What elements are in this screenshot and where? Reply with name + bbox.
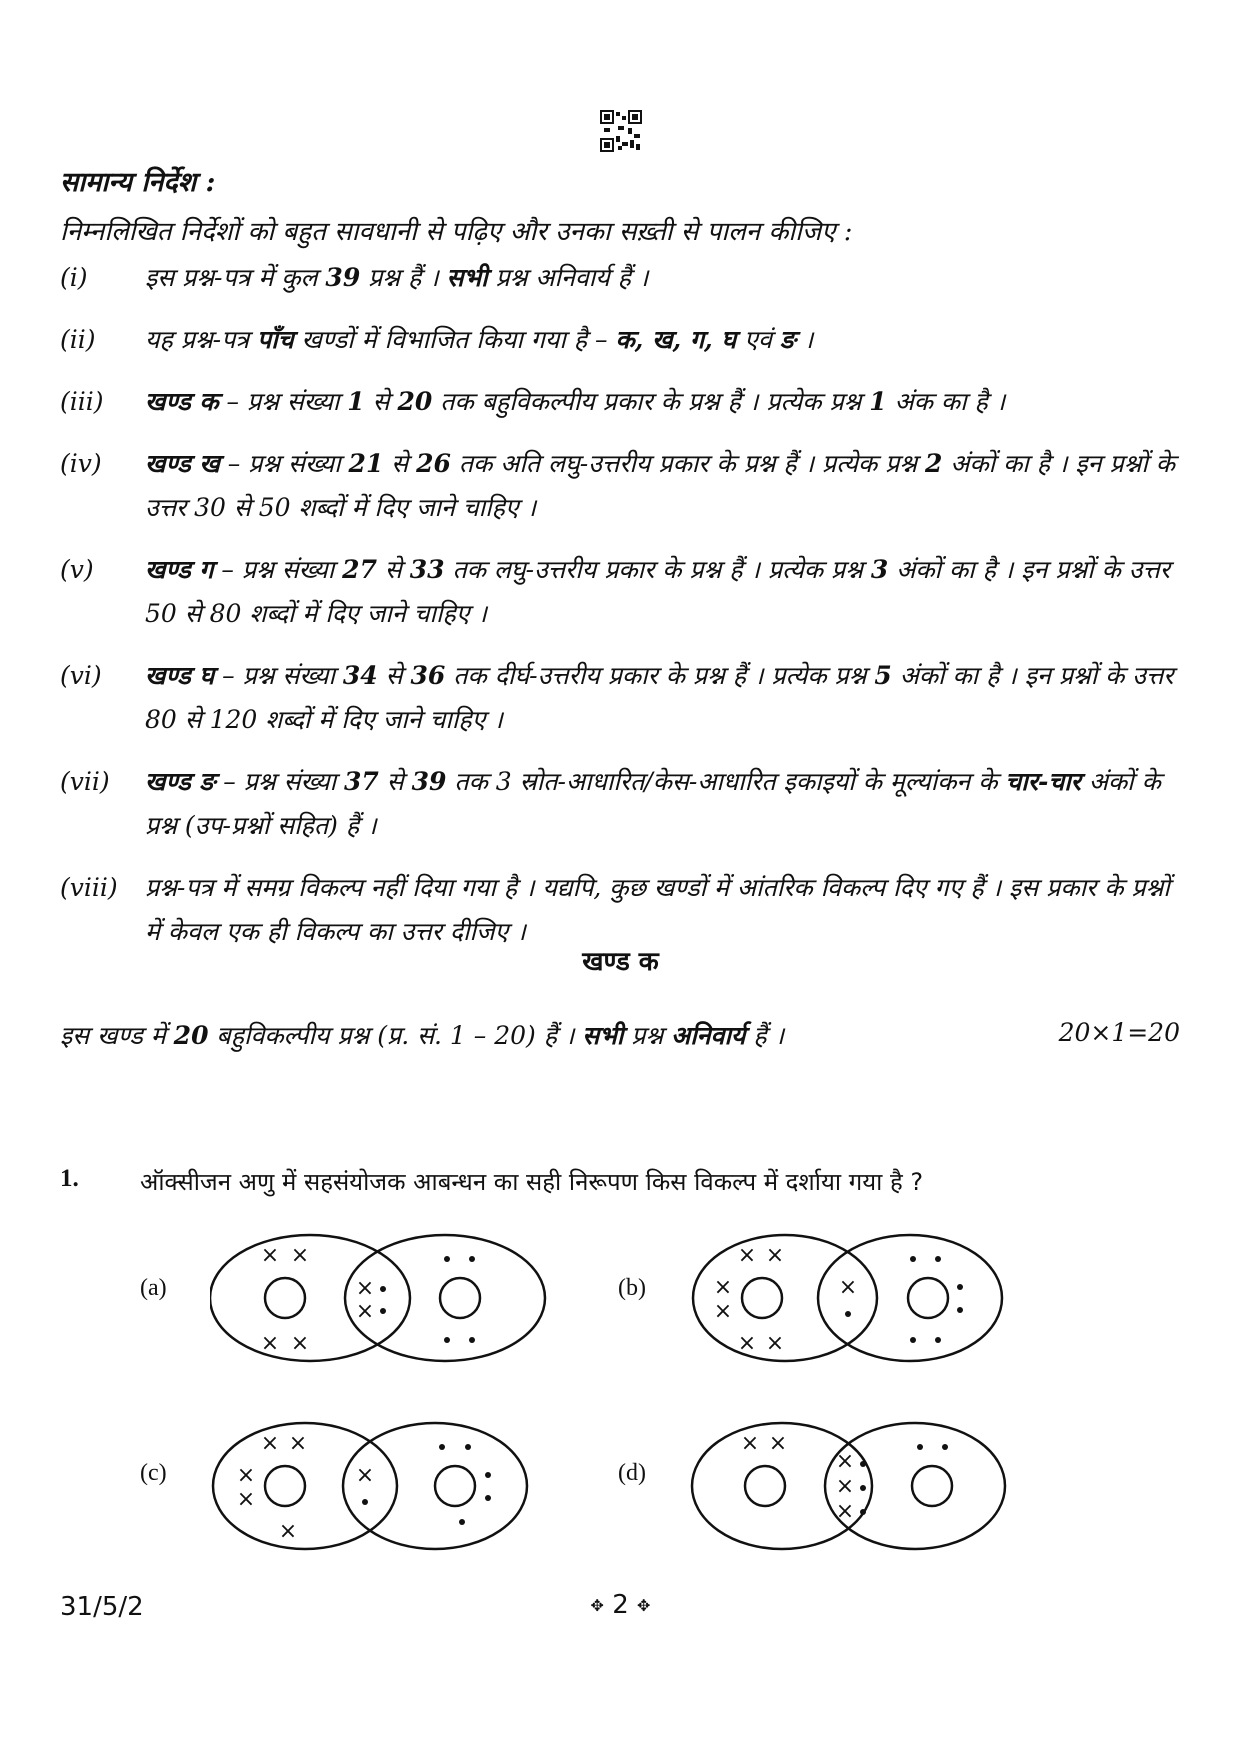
option-a-label: (a) <box>140 1275 167 1301</box>
svg-text:×: × <box>765 1243 785 1268</box>
svg-text:×: × <box>737 1331 757 1356</box>
instruction-item <box>60 866 1185 954</box>
svg-text:×: × <box>737 1243 757 1268</box>
section-marks: 20×1=20 <box>1058 1018 1180 1047</box>
page-number: ✥ 2 ✥ <box>590 1590 651 1620</box>
section-instruction: इस खण्ड में 20 बहुविकल्पीय प्रश्न (प्र. सं. 1 – 20) हैं । सभी प्रश्न अनिवार्य हैं । 20×1=20 <box>60 1018 1180 1050</box>
svg-text:×: × <box>768 1431 788 1456</box>
instructions-intro: निम्नलिखित निर्देशों को बहुत सावधानी से पढ़िए और उनका सख़्ती से पालन कीजिए : <box>60 217 853 247</box>
svg-text:×: × <box>765 1331 785 1356</box>
svg-text:×: × <box>278 1519 298 1544</box>
instruction-number: (vii) <box>60 767 110 796</box>
svg-text:×: × <box>236 1463 256 1488</box>
paper-code: 31/5/2 <box>60 1592 144 1622</box>
ornament-left-icon: ✥ <box>590 1596 604 1615</box>
instruction-number: (iii) <box>60 387 104 416</box>
instruction-text: यह प्रश्न-पत्र पाँच खण्डों में विभाजित किया गया है – क, ख, ग, घ एवं ङ । <box>145 325 814 354</box>
instruction-text: खण्ड घ – प्रश्न संख्या 34 से 36 तक दीर्घ-उत्तरीय प्रकार के प्रश्न हैं । प्रत्येक प्रश्न 5 अंकों का है । इन प्रश्नों के उत्तर 80 से 120 शब्दों में दिए जाने चाहिए । <box>145 661 1174 734</box>
instruction-item <box>60 256 1185 300</box>
instruction-number: (iv) <box>60 449 102 478</box>
option-c-label: (c) <box>140 1460 167 1486</box>
svg-text:×: × <box>260 1243 280 1268</box>
instruction-number: (vi) <box>60 661 102 690</box>
instruction-item <box>60 380 1185 424</box>
option-d-diagram[interactable] <box>690 1420 1010 1552</box>
svg-text:×: × <box>260 1431 280 1456</box>
question-text: ऑक्सीजन अणु में सहसंयोजक आबन्धन का सही निरूपण किस विकल्प में दर्शाया गया है ? <box>140 1168 924 1196</box>
instruction-number: (v) <box>60 555 94 584</box>
option-c-diagram[interactable] <box>210 1420 540 1552</box>
instruction-text: खण्ड ङ – प्रश्न संख्या 37 से 39 तक 3 स्रोत-आधारित/केस-आधारित इकाइयों के मूल्यांकन के चार-चार अंकों के प्रश्न (उप-प्रश्नों सहित) हैं । <box>145 767 1161 840</box>
instruction-text: इस प्रश्न-पत्र में कुल 39 प्रश्न हैं । सभी प्रश्न अनिवार्य हैं । <box>145 263 649 292</box>
svg-text:×: × <box>713 1299 733 1324</box>
option-b-diagram[interactable] <box>690 1232 1010 1364</box>
svg-text:×: × <box>260 1331 280 1356</box>
instruction-item <box>60 548 1185 636</box>
instruction-text: खण्ड ख – प्रश्न संख्या 21 से 26 तक अति लघु-उत्तरीय प्रकार के प्रश्न हैं । प्रत्येक प्रश्न 2 अंकों का है । इन प्रश्नों के उत्तर 30 से 50 शब्दों में दिए जाने चाहिए । <box>145 449 1175 522</box>
option-d-label: (d) <box>618 1460 646 1486</box>
instruction-text: खण्ड ग – प्रश्न संख्या 27 से 33 तक लघु-उत्तरीय प्रकार के प्रश्न हैं । प्रत्येक प्रश्न 3 अंकों का है । इन प्रश्नों के उत्तर 50 से 80 शब्दों में दिए जाने चाहिए । <box>145 555 1170 628</box>
svg-text:×: × <box>290 1331 310 1356</box>
general-instructions-heading: सामान्य निर्देश : <box>60 167 216 198</box>
instruction-item <box>60 318 1185 362</box>
instruction-number: (i) <box>60 263 88 292</box>
svg-text:×: × <box>355 1463 375 1488</box>
instruction-text: खण्ड क – प्रश्न संख्या 1 से 20 तक बहुविकल्पीय प्रकार के प्रश्न हैं । प्रत्येक प्रश्न 1 अंक का है । <box>145 387 1006 416</box>
option-a-diagram[interactable] <box>210 1232 550 1364</box>
question-number: 1. <box>60 1165 79 1192</box>
svg-text:×: × <box>835 1474 855 1499</box>
svg-text:×: × <box>713 1275 733 1300</box>
instruction-text: प्रश्न-पत्र में समग्र विकल्प नहीं दिया गया है । यद्यपि, कुछ खण्डों में आंतरिक विकल्प दिए गए हैं । इस प्रकार के प्रश्नों में केवल एक ही विकल्प का उत्तर दीजिए । <box>145 873 1170 946</box>
instruction-item <box>60 442 1185 530</box>
svg-text:×: × <box>288 1431 308 1456</box>
option-b-label: (b) <box>618 1275 646 1301</box>
svg-text:×: × <box>835 1499 855 1524</box>
instruction-number: (viii) <box>60 873 118 902</box>
instruction-number: (ii) <box>60 325 96 354</box>
svg-text:×: × <box>740 1431 760 1456</box>
svg-text:×: × <box>355 1299 375 1324</box>
svg-text:×: × <box>236 1487 256 1512</box>
svg-text:×: × <box>355 1276 375 1301</box>
instruction-item <box>60 760 1185 848</box>
instructions-list <box>60 256 1185 972</box>
svg-text:×: × <box>835 1449 855 1474</box>
svg-text:×: × <box>838 1275 858 1300</box>
instruction-item <box>60 654 1185 742</box>
ornament-right-icon: ✥ <box>637 1596 651 1615</box>
svg-text:×: × <box>290 1243 310 1268</box>
qr-code-icon <box>600 110 642 152</box>
section-title: खण्ड क <box>582 947 659 977</box>
